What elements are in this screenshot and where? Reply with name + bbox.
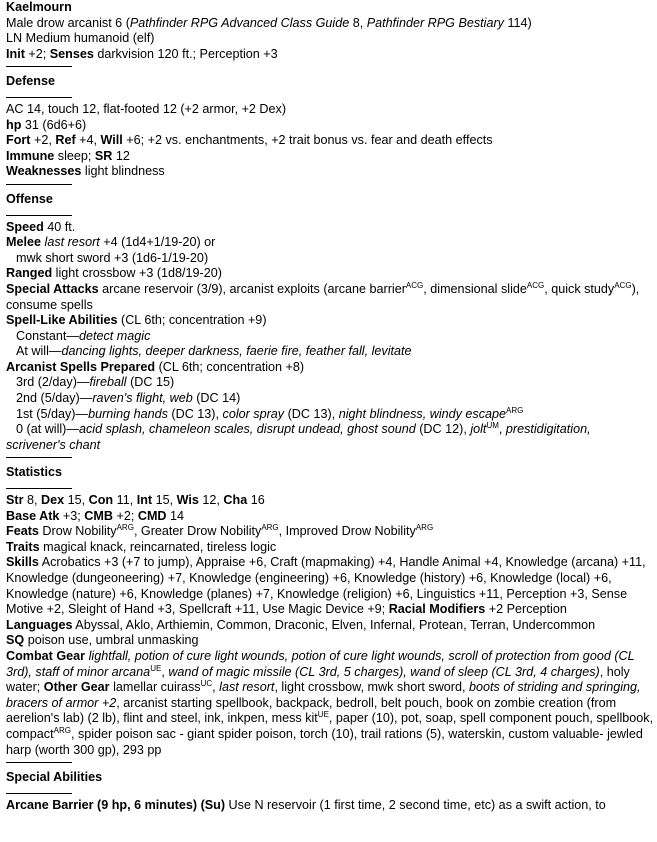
spells-1st [6,407,655,423]
sa-text: ), consume spells [6,281,640,312]
ref-label: Ref [55,133,76,148]
spells-prepared-line [6,360,655,376]
melee-line-2: mwk short sword +3 (1d6-1/19-20) [16,250,209,265]
spells-0 [6,422,655,438]
senses-value: darkvision 120 ft.; Perception +3 [93,46,278,61]
skills-label: Skills [6,555,39,570]
offense-section [6,184,655,454]
feats-text: Drow Nobility [38,524,117,539]
spell-level: 2nd (5/day)— [16,391,93,406]
sa-text: , dimensional slide [423,281,527,296]
sq-value: poison use, umbral unmasking [24,633,199,648]
combat-stats-line [6,509,655,525]
wis-value: 12, [198,493,224,508]
defense-section [6,66,655,180]
ability-scores-line [6,493,655,509]
gear-text: , holy water; [6,664,630,695]
melee-text: +4 (1d4+1/19-20) or [99,235,216,250]
spell-list: night blindness, windy escape [338,406,507,421]
type-text: Male drow arcanist 6 ( [6,15,130,30]
cmd-value: 14 [166,508,185,523]
special-abilities-section [6,762,655,813]
con-label: Con [88,493,114,508]
source-superscript: ACG [405,280,424,290]
spell-list: prestidigitation, [505,422,591,437]
melee-line [6,235,655,251]
source-acg: Pathfinder RPG Advanced Class Guide [129,15,350,30]
immune-value: sleep; [54,148,95,163]
offense-title: Offense [6,191,53,206]
sla-line [6,313,655,329]
fort-value: +2, [30,133,56,148]
dex-label: Dex [41,493,65,508]
melee-weapon: last resort [44,235,100,250]
gear-text: , light crossbow, mwk short sword, [274,680,470,695]
init-senses-line [6,47,655,63]
con-value: 11, [113,493,137,508]
sla-at-will [6,344,655,360]
sla-freq: At will— [16,344,62,359]
skills-line [6,555,655,617]
sla-value: (CL 6th; concentration +9) [117,313,267,328]
speed-value: 40 ft. [43,219,76,234]
ranged-label: Ranged [6,266,53,281]
source-bestiary: Pathfinder RPG Bestiary [366,15,504,30]
sr-value: 12 [112,148,130,163]
cha-value: 16 [247,493,265,508]
source-superscript: UE [317,710,329,720]
speed-label: Speed [6,219,44,234]
dex-value: 15, [64,493,89,508]
creature-name: Kaelmourn [6,0,72,14]
spells-prepared-value: (CL 6th; concentration +8) [155,359,305,374]
hp-label: hp [6,117,22,132]
gear-text: lamellar cuirass [109,680,201,695]
senses-label: Senses [49,46,94,61]
spell-level: 0 (at will)— [16,422,79,437]
statistics-section [6,457,655,758]
ranged-value: light crossbow +3 (1d8/19-20) [52,266,222,281]
source-superscript: ACG [526,280,545,290]
sa-text: arcane reservoir (3/9), arcanist exploits (arcane barrier [98,281,406,296]
bab-value: +3; [59,508,85,523]
gear-items: boots of striding and springing, bracers of armor +2 [6,680,641,710]
spell-list: raven's flight, web [92,391,193,406]
spell-dc: (DC 13), [284,406,339,421]
cmb-value: +2; [112,508,138,523]
feats-text: , Greater Drow Nobility [133,524,262,539]
languages-line [6,618,655,634]
spells-2nd [6,391,655,407]
source-superscript: UC [200,679,213,689]
bab-label: Base Atk [6,508,60,523]
immune-line [6,149,655,165]
cmb-label: CMB [84,508,113,523]
sq-label: SQ [6,633,25,648]
init-label: Init [6,46,25,61]
racial-modifiers-value: +2 Perception [485,602,567,617]
speed-line [6,220,655,236]
ac-line: AC 14, touch 12, flat-footed 12 (+2 armor, +2 Dex) [6,101,287,116]
traits-label: Traits [6,539,40,554]
source-superscript: UM [486,421,499,431]
str-value: 8, [23,493,42,508]
source-superscript: ARG [415,523,434,533]
gear-items: last resort [219,680,275,695]
spell-list: jolt [470,422,487,437]
cha-label: Cha [223,493,248,508]
type-text: 114) [503,15,532,30]
spell-list: fireball [89,375,127,390]
traits-value: magical knack, reincarnated, tireless logic [39,539,277,554]
arcane-barrier-label: Arcane Barrier (9 hp, 6 minutes) (Su) [6,797,226,812]
other-gear-label: Other Gear [43,680,110,695]
gear-line [6,649,655,758]
cmd-label: CMD [137,508,167,523]
spell-list: color spray [222,406,285,421]
spell-list: scrivener's chant [6,437,101,452]
wis-label: Wis [176,493,199,508]
immune-label: Immune [6,148,55,163]
weaknesses-value: light blindness [81,164,165,179]
gear-text: , spider poison sac - giant spider poison, torch (10), trail rations (5), waterskin, custom valuable- jewled harp (worth 300 gp), 293 pp [6,726,643,757]
gear-text: , [212,680,220,695]
spell-dc: (DC 14) [192,391,241,406]
feats-label: Feats [6,524,39,539]
source-superscript: ARG [506,405,524,415]
spell-list: burning hands [88,406,168,421]
type-text: 8, [349,15,367,30]
spell-dc: (DC 13), [167,406,223,421]
init-value: +2; [24,46,50,61]
sq-line [6,633,655,649]
hp-line [6,118,655,134]
spell-dc: (DC 12), [415,422,471,437]
fort-label: Fort [6,133,31,148]
stat-header [6,0,655,62]
gear-items: lightfall, potion of cure light wounds, potion of cure light wounds, scroll of protection from good (CL 3rd), staff of minor arcana [6,648,635,679]
languages-value: Abyssal, Aklo, Arthiemin, Common, Draconic, Elven, Infernal, Protean, Terran, Undercommon [72,617,596,632]
spells-3rd [6,375,655,391]
weaknesses-label: Weaknesses [6,164,82,179]
spells-0-cont [6,438,655,454]
weaknesses-line [6,164,655,180]
statistics-title: Statistics [6,465,62,480]
spell-dc: , [498,422,506,437]
int-label: Int [136,493,153,508]
alignment-line: LN Medium humanoid (elf) [6,31,155,46]
source-superscript: ARG [261,523,279,533]
skills-value: Acrobatics +3 (+7 to jump), Appraise +6, Craft (mapmaking) +4, Handle Animal +4, Knowledge (arcana) +11, Knowledge (dungeoneering) +7, Knowledge (engineering) +6, Knowledge (history) +6, Knowledge (local) +6, Knowledge (nature) +6, Knowledge (planes) +7, Knowledge (religion) +6, Linguistics +11, Perception +3, Sense Motive +2, Sleight of Hand +3, Spellcraft +11, Use Magic Device +9; [6,555,646,617]
sla-spells: detect magic [79,328,151,343]
creature-type-line [6,16,655,32]
hp-value: 31 (6d6+6) [21,117,87,132]
racial-modifiers-label: Racial Modifiers [388,602,486,617]
sr-label: SR [94,148,113,163]
gear-items: wand of magic missile (CL 3rd, 5 charges), wand of sleep (CL 3rd, 4 charges) [168,664,600,679]
defense-title: Defense [6,74,55,89]
special-attacks-line [6,282,655,313]
sla-constant [6,329,655,345]
will-value: +6; +2 vs. enchantments, +2 trait bonus vs. fear and death effects [122,133,493,148]
spell-level: 1st (5/day)— [16,406,89,421]
special-abilities-title: Special Abilities [6,770,103,785]
spell-level: 3rd (2/day)— [16,375,90,390]
sla-freq: Constant— [16,328,79,343]
ref-value: +4, [75,133,101,148]
arcane-barrier-text: Use N reservoir (1 first time, 2 second time, etc) as a swift action, to [225,797,606,812]
spell-dc: (DC 15) [126,375,175,390]
str-label: Str [6,493,24,508]
special-attacks-label: Special Attacks [6,281,99,296]
spell-list: acid splash, chameleon scales, disrupt undead, ghost sound [78,422,416,437]
arcane-barrier-line [6,798,655,814]
saves-line [6,133,655,149]
source-superscript: ARG [53,725,71,735]
spells-prepared-label: Arcanist Spells Prepared [6,359,156,374]
traits-line [6,540,655,556]
sla-spells: dancing lights, deeper darkness, faerie fire, feather fall, levitate [61,344,412,359]
source-superscript: ARG [116,523,134,533]
sla-label: Spell-Like Abilities [6,313,118,328]
gear-text: , arcanist starting spellbook, backpack, bedroll, belt pouch, book on zombie creation (from aerelion's lab) (2 lb), flint and steel, ink, inkpen, mess kit [6,695,617,726]
feats-text: , Improved Drow Nobility [278,524,416,539]
int-value: 15, [152,493,177,508]
melee-label: Melee [6,235,42,250]
feats-line [6,524,655,540]
gear-text: , paper (10), pot, soap, spell component pouch, spellbook, compact [6,711,654,741]
sa-text: , quick study [544,281,615,296]
languages-label: Languages [6,617,73,632]
source-superscript: UE [150,663,162,673]
combat-gear-label: Combat Gear [6,648,86,663]
source-superscript: ACG [614,280,632,290]
will-label: Will [100,133,123,148]
gear-text: , [161,664,169,679]
ranged-line [6,266,655,282]
